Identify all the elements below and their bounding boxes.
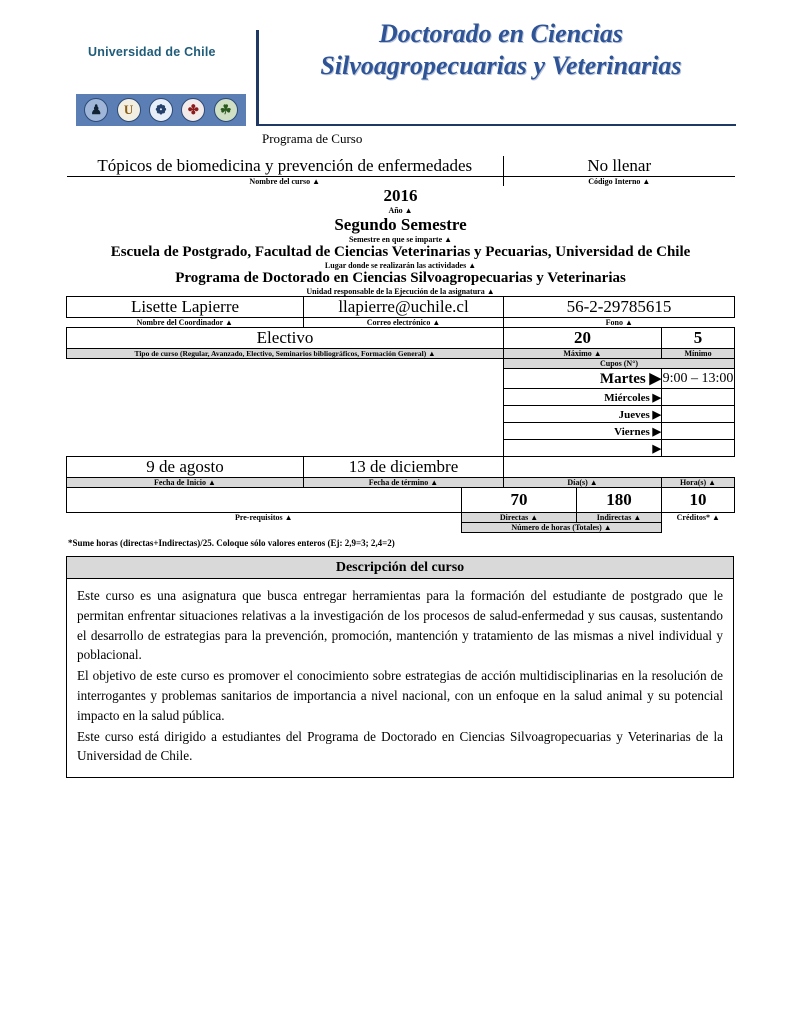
program-rule xyxy=(256,124,736,126)
prereq-caption: Pre-requisitos ▲ xyxy=(67,513,462,523)
description-title: Descripción del curso xyxy=(66,556,734,578)
description-paragraph: Este curso es una asignatura que busca entregar herramientas para la formación del estudiante de postgrado que le permitan enfrentar situaciones relativas a la investigación de los procesos de salud-enfermedad y sus causas, sustentando el desarrollo de estrategias para la prevención, promoción, mantención y tratamiento de las mismas a nivel individual y poblacional. xyxy=(77,588,723,663)
credits-caption: Créditos* ▲ xyxy=(662,513,735,523)
place-caption: Lugar donde se realizarán las actividades ▲ xyxy=(324,261,477,270)
direct-hours-value: 70 xyxy=(462,488,577,513)
day-label-viernes: Viernes ▶ xyxy=(504,423,662,440)
day-label-martes: Martes ▶ xyxy=(504,369,662,389)
document-title xyxy=(266,18,736,81)
email-value: llapierre@uchile.cl xyxy=(304,297,504,318)
coordinator-value: Lisette Lapierre xyxy=(67,297,304,318)
day-hours-martes: 9:00 – 13:00 xyxy=(662,369,735,389)
hours-caption: Hora(s) ▲ xyxy=(662,478,735,488)
email-caption: Correo electrónico ▲ xyxy=(304,318,504,328)
program-label: Programa de Curso xyxy=(262,131,363,146)
day-label-miercoles: Miércoles ▶ xyxy=(504,389,662,406)
min-caption: Mínimo xyxy=(662,349,735,359)
header-divider xyxy=(256,30,259,125)
logo-u-icon: U xyxy=(117,98,141,122)
internal-code-caption: Código Interno ▲ xyxy=(504,177,735,187)
internal-code-value: No llenar xyxy=(504,156,735,177)
day-hours-jueves xyxy=(662,406,735,423)
document-header xyxy=(66,0,734,146)
day-label-extra: ▶ xyxy=(504,440,662,457)
description-paragraph: Este curso está dirigido a estudiantes del Programa de Doctorado en Ciencias Silvoagropecuarias y Veterinarias de la Universidad de Chile. xyxy=(77,728,723,764)
day-hours-extra xyxy=(662,440,735,457)
unit-value: Programa de Doctorado en Ciencias Silvoagropecuarias y Veterinarias xyxy=(175,270,626,286)
year-value: 2016 xyxy=(383,186,418,205)
total-hours-caption: Número de horas (Totales) ▲ xyxy=(462,523,662,533)
quota-caption: Cupos (N°) xyxy=(504,359,735,369)
logo-universidad-icon: ♟ xyxy=(84,98,108,122)
place-value: Escuela de Postgrado, Facultad de Ciencias Veterinarias y Pecuarias, Universidad de Chile xyxy=(110,244,691,260)
indirect-hours-value: 180 xyxy=(577,488,662,513)
day-hours-miercoles xyxy=(662,389,735,406)
logo-instituto-icon: ☘ xyxy=(214,98,238,122)
day-label-jueves: Jueves ▶ xyxy=(504,406,662,423)
unit-caption: Unidad responsable de la Ejecución de la asignatura ▲ xyxy=(306,287,495,296)
university-name: Universidad de Chile xyxy=(88,45,216,59)
description-paragraph: El objetivo de este curso es promover el conocimiento sobre estrategias de acción multidisciplinarias en la resolución de interrogantes y problemas sanitarios de importancia a nivel nacional, con un enfoque en la salud animal y su potencial impacto en la salud pública. xyxy=(77,668,723,723)
end-date-caption: Fecha de término ▲ xyxy=(304,478,504,488)
coordinator-caption: Nombre del Coordinador ▲ xyxy=(67,318,304,328)
min-value: 5 xyxy=(662,328,735,349)
document-title-line1: Doctorado en Ciencias xyxy=(378,19,624,48)
start-date-value: 9 de agosto xyxy=(67,457,304,478)
semester-value: Segundo Semestre xyxy=(334,215,467,234)
max-caption: Máximo ▲ xyxy=(504,349,662,359)
course-name-caption: Nombre del curso ▲ xyxy=(67,177,504,187)
course-description-section xyxy=(66,556,734,778)
start-date-caption: Fecha de Inicio ▲ xyxy=(67,478,304,488)
max-value: 20 xyxy=(504,328,662,349)
direct-hours-caption: Directas ▲ xyxy=(462,513,577,523)
prereq-value xyxy=(67,488,462,513)
course-type-caption: Tipo de curso (Regular, Avanzado, Electivo, Seminarios bibliográficos, Formación General) ▲ xyxy=(67,349,504,359)
semester-caption: Semestre en que se imparte ▲ xyxy=(348,235,453,244)
credits-footnote: *Sume horas (directas+Indirectas)/25. Coloque sólo valores enteros (Ej: 2,9=3; 2,4=2) xyxy=(68,538,395,548)
course-type-value: Electivo xyxy=(67,328,504,349)
year-caption: Año ▲ xyxy=(388,206,413,215)
institution-logos xyxy=(76,94,246,126)
description-body xyxy=(66,578,734,778)
document-title-line2: Silvoagropecuarias y Veterinarias xyxy=(320,50,682,80)
days-caption: Día(s) ▲ xyxy=(504,478,662,488)
logo-escudo-icon: ✤ xyxy=(181,98,205,122)
end-date-value: 13 de diciembre xyxy=(304,457,504,478)
indirect-hours-caption: Indirectas ▲ xyxy=(577,513,662,523)
phone-caption: Fono ▲ xyxy=(504,318,735,328)
credits-value: 10 xyxy=(662,488,735,513)
phone-value: 56-2-29785615 xyxy=(504,297,735,318)
course-name-value: Tópicos de biomedicina y prevención de enfermedades xyxy=(67,156,504,177)
logo-facultad-icon: ❁ xyxy=(149,98,173,122)
course-form-table xyxy=(66,156,735,533)
day-hours-viernes xyxy=(662,423,735,440)
